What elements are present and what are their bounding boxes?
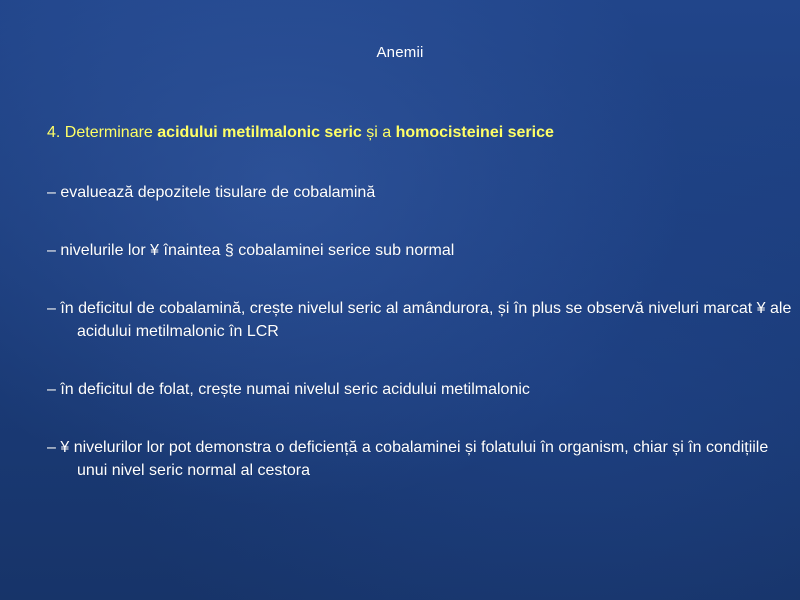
heading-term-homocysteine: homocisteinei serice bbox=[395, 124, 554, 141]
bullet-levels-before: – nivelurile lor ¥ înaintea § cobalaminei serice sub normal bbox=[47, 242, 455, 259]
heading-middle: și a bbox=[361, 124, 396, 141]
bullet-cobalamin-deficit: – în deficitul de cobalamină, crește nivelul seric al amândurora, și în plus se observă niveluri marcat ¥ ale acidului metilmalonic în LCR bbox=[47, 300, 792, 340]
bullet-folate-deficit: – în deficitul de folat, crește numai nivelul seric acidului metilmalonic bbox=[47, 381, 530, 398]
slide-title: Anemii bbox=[376, 44, 424, 61]
heading-term-methylmalonic-acid: acidului metilmalonic seric bbox=[157, 124, 362, 141]
heading-prefix: 4. Determinare bbox=[47, 124, 158, 141]
section-heading bbox=[47, 124, 787, 142]
bullet-tissue-stores: – evaluează depozitele tisulare de cobalamină bbox=[47, 184, 376, 201]
bullet-deficiency-demonstration: – ¥ nivelurilor lor pot demonstra o deficiență a cobalaminei și folatului în organism, chiar și în condițiile unui nivel seric normal al cestora bbox=[47, 439, 769, 479]
